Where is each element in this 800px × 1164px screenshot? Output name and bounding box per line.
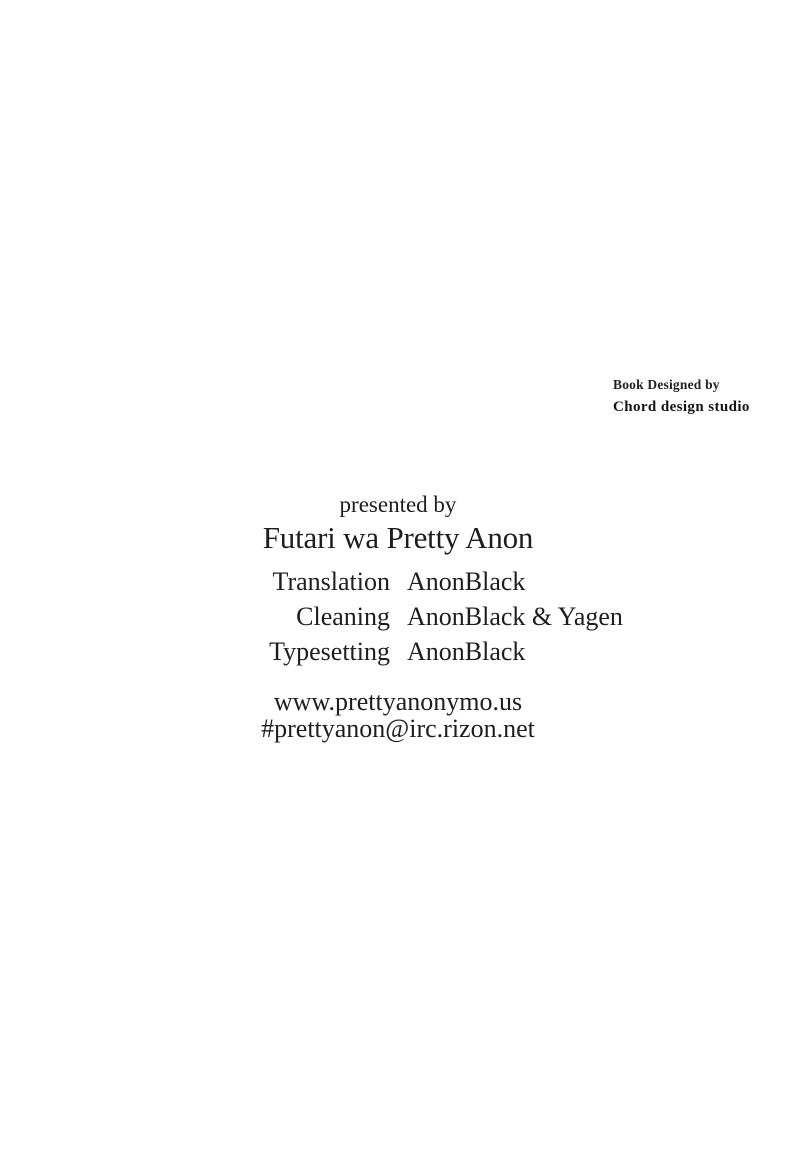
presented-by-text: presented by [339, 492, 457, 517]
website-url: www.prettyanonymo.us [273, 687, 523, 716]
book-designed-by-text: Book Designed by [613, 377, 720, 392]
design-studio-name: Chord design studio [613, 399, 750, 415]
credit-row-cleaning [0, 599, 800, 634]
credit-role-value: AnonBlack [407, 637, 526, 666]
irc-channel: #prettyanon@irc.rizon.net [261, 714, 535, 743]
credit-role-label: Cleaning [296, 602, 390, 631]
credit-role-value: AnonBlack & Yagen [407, 602, 623, 631]
credits-roles-table [0, 564, 800, 669]
credit-row-typesetting [0, 634, 800, 669]
contact-urls [0, 688, 796, 742]
credit-role-value: AnonBlack [407, 567, 526, 596]
book-design-block [613, 375, 750, 418]
credit-role-label: Translation [272, 567, 390, 596]
scanlation-group-name: Futari wa Pretty Anon [262, 520, 534, 555]
credit-row-translation [0, 564, 800, 599]
credit-role-label: Typesetting [269, 637, 390, 666]
